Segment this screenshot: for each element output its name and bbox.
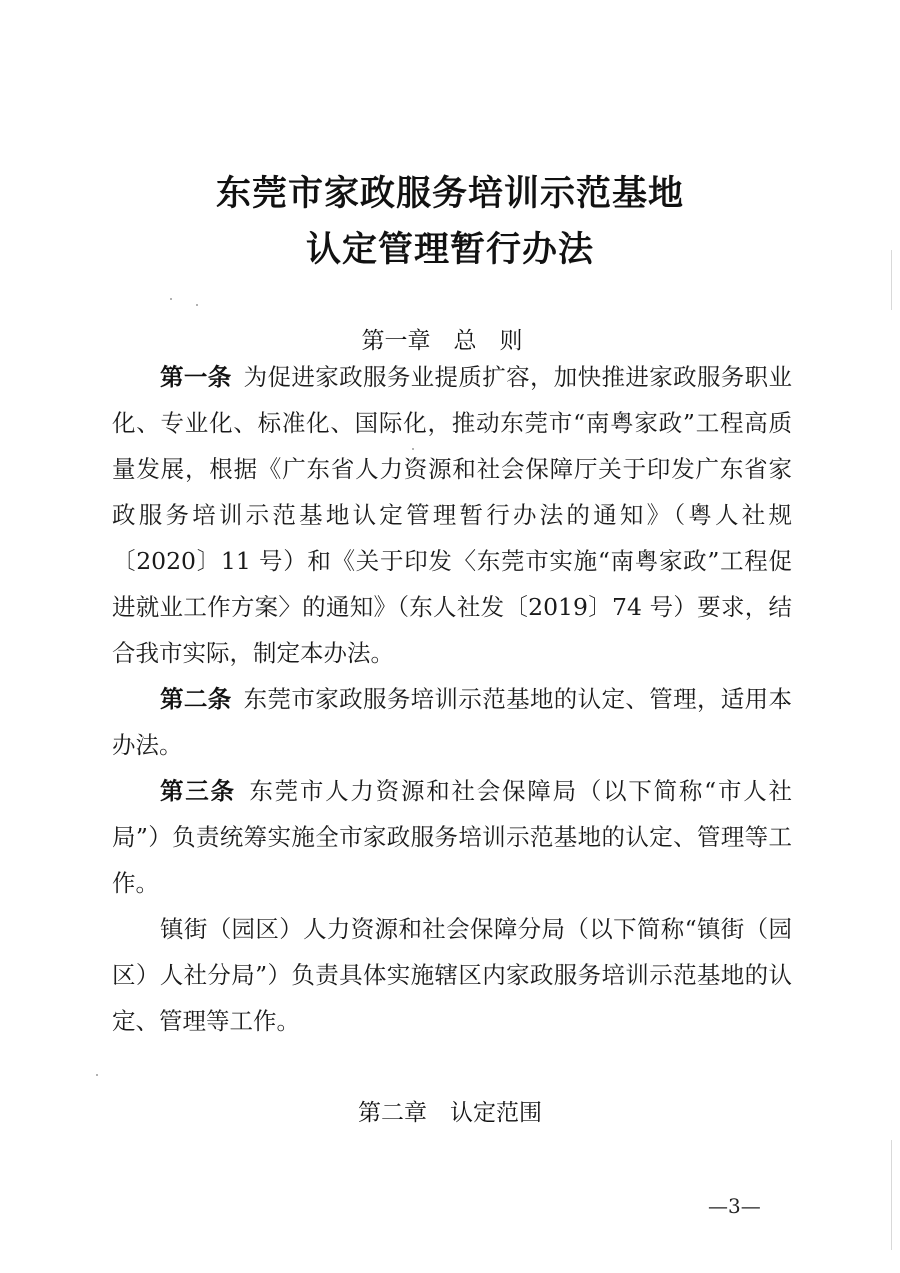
scan-edge-mark (891, 250, 892, 310)
chapter-heading-2: 第二章 认定范围 (358, 1100, 542, 1126)
article-3 (112, 768, 792, 906)
page-number: —3— (708, 1194, 761, 1218)
article-1-text: 为促进家政服务业提质扩容，加快推进家政服务职业化、专业化、标准化、国际化，推动东莞市“南粤家政”工程高质量发展，根据《广东省人力资源和社会保障厅关于印发广东省家政服务培训示范基地认定管理暂行办法的通知》（粤人社规〔2020〕11 号）和《关于印发〈东莞市实施“南粤家政”工程促进就业工作方案〉的通知》（东人社发〔2019〕74 号）要求，结合我市实际，制定本办法。 (112, 363, 793, 667)
article-2 (112, 676, 792, 768)
article-1-label: 第一条 (160, 363, 232, 391)
scan-speck (196, 304, 198, 306)
paragraph-town-bureaus-text: 镇街（园区）人力资源和社会保障分局（以下简称“镇街（园区）人社分局”）负责具体实施辖区内家政服务培训示范基地的认定、管理等工作。 (112, 915, 792, 1035)
chapter-heading-1: 第一章 总 则 (361, 328, 523, 354)
article-3-text: 东莞市人力资源和社会保障局（以下简称“市人社局”）负责统筹实施全市家政服务培训示范基地的认定、管理等工作。 (112, 777, 793, 897)
article-2-label: 第二条 (160, 685, 232, 713)
article-2-text: 东莞市家政服务培训示范基地的认定、管理，适用本办法。 (112, 685, 793, 759)
paragraph-town-bureaus (112, 906, 792, 1044)
document-title-line2: 认定管理暂行办法 (305, 230, 594, 270)
scan-speck (412, 448, 414, 450)
article-1 (112, 354, 792, 676)
scan-speck (170, 298, 172, 300)
scan-speck (96, 1074, 98, 1076)
scan-edge-mark (891, 1140, 892, 1250)
document-title-line1: 东莞市家政服务培训示范基地 (215, 174, 684, 214)
article-3-label: 第三条 (160, 777, 236, 805)
